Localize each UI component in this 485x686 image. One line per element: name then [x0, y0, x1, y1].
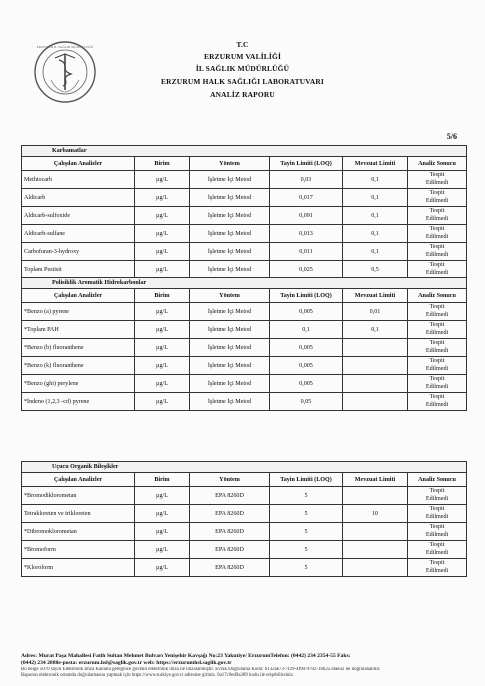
loq-cell: 5	[270, 523, 343, 541]
column-header: Birim	[135, 157, 190, 171]
table-row	[22, 339, 467, 357]
result-text: Edilmedi	[425, 329, 449, 336]
page-title: ANALİZ RAPORU	[210, 90, 275, 99]
unit-cell: µg/L	[135, 339, 190, 357]
loq-cell: 0,091	[270, 207, 343, 225]
analysis-name: *Toplam PAH	[22, 321, 135, 339]
limit-cell	[343, 357, 408, 375]
logo-text: ERZURUM İL SAĞLIK MÜDÜRLÜĞÜ	[36, 45, 94, 49]
table-row	[22, 261, 467, 279]
analysis-name: Aldicarb-sulfane	[22, 225, 135, 243]
header-mudurluk: İL SAĞLIK MÜDÜRLÜĞÜ	[195, 64, 290, 73]
loq-cell: 0,005	[270, 339, 343, 357]
unit-cell: µg/L	[135, 207, 190, 225]
analysis-name: *Kloroform	[22, 559, 135, 577]
unit-cell: µg/L	[135, 487, 190, 505]
unit-cell: µg/L	[135, 357, 190, 375]
result-text: Tespit	[429, 226, 445, 233]
unit-cell: µg/L	[135, 505, 190, 523]
limit-cell: 0,1	[343, 207, 408, 225]
table-row	[22, 393, 467, 411]
unit-cell: µg/L	[135, 303, 190, 321]
table-row	[22, 321, 467, 339]
loq-cell: 0,017	[270, 189, 343, 207]
result-cell	[408, 171, 467, 189]
table-row	[22, 225, 467, 243]
unit-cell: µg/L	[135, 243, 190, 261]
result-text: Edilmedi	[425, 531, 449, 538]
section-title: Karbamatlar	[22, 146, 467, 157]
method-cell: İşletme İçi Metod	[190, 171, 270, 189]
analysis-name: Toplam Pestisit	[22, 261, 135, 279]
result-text: Edilmedi	[425, 549, 449, 556]
result-cell	[408, 505, 467, 523]
footer-signature-note	[21, 667, 466, 679]
result-cell	[408, 487, 467, 505]
table-row	[22, 487, 467, 505]
analysis-name: Aldicarb-sulfoxide	[22, 207, 135, 225]
loq-cell: 0,013	[270, 225, 343, 243]
method-cell: İşletme İçi Metod	[190, 243, 270, 261]
result-text: Edilmedi	[425, 401, 449, 408]
result-text: Tespit	[429, 506, 445, 513]
table-row	[22, 357, 467, 375]
loq-cell: 5	[270, 541, 343, 559]
method-cell: İşletme İçi Metod	[190, 375, 270, 393]
result-cell	[408, 523, 467, 541]
table-row	[22, 375, 467, 393]
limit-cell: 0,1	[343, 321, 408, 339]
column-header: Analiz Sonucu	[408, 289, 467, 303]
result-cell	[408, 189, 467, 207]
column-header: Yöntem	[190, 473, 270, 487]
result-cell	[408, 339, 467, 357]
result-cell	[408, 225, 467, 243]
limit-cell	[343, 541, 408, 559]
loq-cell: 0,025	[270, 261, 343, 279]
loq-cell: 0,005	[270, 357, 343, 375]
result-text: Tespit	[429, 542, 445, 549]
method-cell: İşletme İçi Metod	[190, 261, 270, 279]
result-text: Edilmedi	[425, 233, 449, 240]
analysis-name: *Benzo (ghi) perylene	[22, 375, 135, 393]
unit-cell: µg/L	[135, 225, 190, 243]
result-text: Edilmedi	[425, 347, 449, 354]
loq-cell: 5	[270, 505, 343, 523]
loq-cell: 5	[270, 559, 343, 577]
analysis-name: *İndeno (1,2,3 -cd) pyrene	[22, 393, 135, 411]
unit-cell: µg/L	[135, 523, 190, 541]
column-header: Yöntem	[190, 157, 270, 171]
analysis-name: *Dibromoklorometan	[22, 523, 135, 541]
analysis-name: Tetrakloreten ve trikloreten	[22, 505, 135, 523]
footer-contact-line: (0442) 234 2888e-posta: erzurum.hsl@saglik.gov.tr web: https://erzurumhsl.saglik.gov.tr	[21, 660, 232, 666]
analysis-name: *Benzo (a) pyrene	[22, 303, 135, 321]
column-header: Birim	[135, 473, 190, 487]
result-text: Edilmedi	[425, 383, 449, 390]
header-tc: T.C	[236, 40, 249, 49]
limit-cell: 0,1	[343, 171, 408, 189]
page-number: 5/6	[446, 132, 457, 141]
unit-cell: µg/L	[135, 189, 190, 207]
header-valilik: ERZURUM VALİLİĞİ	[203, 52, 282, 61]
result-text: Tespit	[429, 488, 445, 495]
column-header: Analiz Sonucu	[408, 473, 467, 487]
result-text: Tespit	[429, 244, 445, 251]
result-text: Tespit	[429, 376, 445, 383]
limit-cell	[343, 487, 408, 505]
method-cell: EPA 8260D	[190, 541, 270, 559]
table-row	[22, 171, 467, 189]
column-header: Tayin Limiti (LOQ)	[270, 157, 343, 171]
result-text: Edilmedi	[425, 495, 449, 502]
column-header: Tayin Limiti (LOQ)	[270, 289, 343, 303]
header-laboratuvar: ERZURUM HALK SAĞLIĞI LABORATUVARI	[161, 77, 324, 86]
results-table-karbamatlar	[21, 145, 467, 279]
result-text: Tespit	[429, 208, 445, 215]
section-title: Uçucu Organik Bileşikler	[22, 462, 467, 473]
column-header: Çalışılan Analizler	[22, 157, 135, 171]
column-header: Analiz Sonucu	[408, 157, 467, 171]
analysis-name: Aldicarb	[22, 189, 135, 207]
result-cell	[408, 393, 467, 411]
column-header: Mevzuat Limiti	[343, 289, 408, 303]
result-text: Edilmedi	[425, 251, 449, 258]
result-cell	[408, 303, 467, 321]
footer-address-line: Adres: Murat Paşa Mahallesi Fatih Sultan Mehmet Bulvarı Yenişehir Kavşağı No:23 Yakutiye/ ErzurumTelefon: (0442) 234 2354-55 Faks:	[21, 653, 351, 659]
result-text: Tespit	[429, 394, 445, 401]
loq-cell: 0,1	[270, 321, 343, 339]
result-text: Edilmedi	[425, 311, 449, 318]
result-text: Tespit	[429, 304, 445, 311]
table-row	[22, 207, 467, 225]
result-text: Tespit	[429, 524, 445, 531]
unit-cell: µg/L	[135, 541, 190, 559]
table-row	[22, 505, 467, 523]
analysis-name: Carbofuran-3-hydroxy	[22, 243, 135, 261]
method-cell: İşletme İçi Metod	[190, 225, 270, 243]
method-cell: İşletme İçi Metod	[190, 207, 270, 225]
analysis-name: *Benzo (k) fluoranthene	[22, 357, 135, 375]
result-text: Tespit	[429, 190, 445, 197]
column-header: Mevzuat Limiti	[343, 473, 408, 487]
method-cell: İşletme İçi Metod	[190, 339, 270, 357]
result-text: Edilmedi	[425, 269, 449, 276]
footer-note-line: Raporun elektronik ortamda doğrulamasını yapmak için https://www.turkiye.gov.tr adresine giriniz. 0a17c9ed9a389 kodu ile erişebilirsiniz.	[21, 673, 295, 679]
result-text: Edilmedi	[425, 215, 449, 222]
section-title: Polisiklik Aromatik Hidrokarbonlar	[22, 278, 467, 289]
loq-cell: 0,03	[270, 171, 343, 189]
limit-cell: 0,5	[343, 261, 408, 279]
result-text: Tespit	[429, 560, 445, 567]
loq-cell: 0,005	[270, 375, 343, 393]
result-text: Edilmedi	[425, 567, 449, 574]
method-cell: İşletme İçi Metod	[190, 189, 270, 207]
result-cell	[408, 207, 467, 225]
result-text: Tespit	[429, 262, 445, 269]
footer-note-line: Bu belge 5070 sayılı Elektronik İmza Kanunu gereğince güvenli elektronik imza ile imzalanmıştır. Evrak Doğrulama Kodu: b132ae73-7f29-4f90-9702-1bb2534aeu2 ile doğrulanabilir.	[21, 667, 381, 672]
result-text: Tespit	[429, 340, 445, 347]
result-text: Edilmedi	[425, 197, 449, 204]
method-cell: İşletme İçi Metod	[190, 321, 270, 339]
loq-cell: 0,05	[270, 393, 343, 411]
table-row	[22, 541, 467, 559]
column-header: Çalışılan Analizler	[22, 473, 135, 487]
table-row	[22, 189, 467, 207]
limit-cell	[343, 393, 408, 411]
table-row	[22, 559, 467, 577]
table-row	[22, 523, 467, 541]
result-text: Tespit	[429, 322, 445, 329]
limit-cell: 0,1	[343, 243, 408, 261]
unit-cell: µg/L	[135, 559, 190, 577]
column-header: Yöntem	[190, 289, 270, 303]
limit-cell	[343, 339, 408, 357]
result-cell	[408, 357, 467, 375]
results-table-pah	[21, 277, 467, 411]
method-cell: EPA 8260D	[190, 559, 270, 577]
result-cell	[408, 261, 467, 279]
limit-cell	[343, 559, 408, 577]
limit-cell: 10	[343, 505, 408, 523]
result-text: Edilmedi	[425, 513, 449, 520]
limit-cell	[343, 375, 408, 393]
result-cell	[408, 321, 467, 339]
column-header: Mevzuat Limiti	[343, 157, 408, 171]
result-cell	[408, 243, 467, 261]
loq-cell: 0,011	[270, 243, 343, 261]
method-cell: EPA 8260D	[190, 487, 270, 505]
footer-address	[21, 653, 466, 667]
unit-cell: µg/L	[135, 171, 190, 189]
column-header: Tayin Limiti (LOQ)	[270, 473, 343, 487]
unit-cell: µg/L	[135, 261, 190, 279]
table-row	[22, 243, 467, 261]
method-cell: İşletme İçi Metod	[190, 393, 270, 411]
result-text: Edilmedi	[425, 365, 449, 372]
result-text: Edilmedi	[425, 179, 449, 186]
column-header: Çalışılan Analizler	[22, 289, 135, 303]
unit-cell: µg/L	[135, 375, 190, 393]
unit-cell: µg/L	[135, 321, 190, 339]
limit-cell: 0,1	[343, 189, 408, 207]
table-row	[22, 303, 467, 321]
column-header: Birim	[135, 289, 190, 303]
loq-cell: 0,005	[270, 303, 343, 321]
limit-cell: 0,01	[343, 303, 408, 321]
analysis-name: *Benzo (b) fluoranthene	[22, 339, 135, 357]
method-cell: İşletme İçi Metod	[190, 303, 270, 321]
result-text: Tespit	[429, 358, 445, 365]
result-cell	[408, 541, 467, 559]
result-text: Tespit	[429, 172, 445, 179]
analysis-name: *Bromoform	[22, 541, 135, 559]
results-table-voc	[21, 461, 467, 577]
analysis-name: Methiocarb	[22, 171, 135, 189]
loq-cell: 5	[270, 487, 343, 505]
method-cell: İşletme İçi Metod	[190, 357, 270, 375]
method-cell: EPA 8260D	[190, 505, 270, 523]
result-cell	[408, 375, 467, 393]
unit-cell: µg/L	[135, 393, 190, 411]
method-cell: EPA 8260D	[190, 523, 270, 541]
limit-cell	[343, 523, 408, 541]
limit-cell: 0,1	[343, 225, 408, 243]
analysis-name: *Bromodiklorometan	[22, 487, 135, 505]
result-cell	[408, 559, 467, 577]
